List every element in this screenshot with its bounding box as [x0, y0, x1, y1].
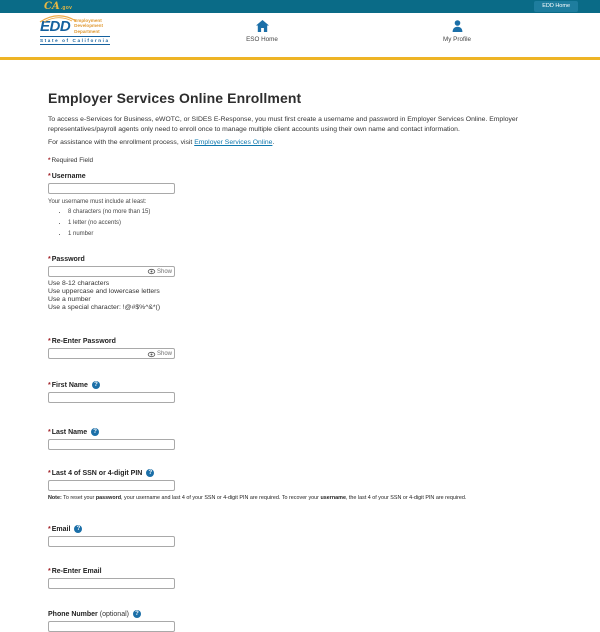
reenter-password-label: * Re-Enter Password [48, 338, 116, 346]
username-hint-list [48, 209, 552, 237]
password-hint: Use a special character: !@#$%^&*() [48, 304, 161, 312]
eye-icon [148, 269, 155, 274]
password-hint: Use 8-12 characters [48, 279, 110, 287]
edd-logo-dept: Employment Development Department [74, 18, 104, 34]
reenter-email-group [48, 568, 552, 589]
ssn-pin-help-icon[interactable]: ? [146, 469, 154, 477]
email-help-icon[interactable]: ? [74, 525, 82, 533]
ssn-pin-input[interactable] [48, 480, 175, 491]
last-name-input[interactable] [48, 439, 175, 450]
nav-eso-home-label: ESO Home [246, 36, 278, 43]
password-field-wrap [48, 266, 175, 277]
password-group [48, 256, 552, 313]
edd-home-link[interactable]: EDD Home [534, 1, 578, 12]
username-hint-item: • 8 characters (no more than 15) [68, 209, 552, 215]
edd-logo-state: State of California [40, 38, 110, 44]
person-icon [422, 19, 492, 33]
last-name-help-icon[interactable]: ? [91, 428, 99, 436]
required-field-note: *Required Field [48, 156, 94, 164]
last-name-group [48, 428, 552, 450]
password-show-toggle[interactable]: Show [146, 268, 172, 276]
password-hint: Use uppercase and lowercase letters [48, 287, 160, 295]
reenter-password-show-toggle[interactable]: Show [146, 350, 172, 358]
username-group [48, 173, 552, 237]
last-name-label: * Last Name ? [48, 428, 552, 436]
edd-logo[interactable] [40, 18, 110, 45]
edd-swoosh-icon [38, 15, 78, 23]
ssn-pin-label: * Last 4 of SSN or 4-digit PIN ? [48, 469, 552, 477]
assistance-paragraph [48, 138, 552, 148]
username-hint-item: • 1 number [68, 231, 552, 237]
first-name-label: * First Name ? [48, 381, 552, 389]
eye-icon [148, 352, 155, 357]
reenter-password-field-wrap [48, 348, 175, 359]
edd-logo-top [40, 18, 110, 34]
username-hint-item: • 1 letter (no accents) [68, 220, 552, 226]
reenter-password-group [48, 338, 552, 359]
ca-gov-logo-gov: .gov [60, 5, 73, 11]
email-label: * Email ? [48, 525, 552, 533]
password-hint: Use a number [48, 295, 91, 303]
edd-logo-acronym: EDD [40, 19, 70, 34]
reenter-email-label: * Re-Enter Email [48, 568, 102, 576]
ssn-pin-note: Note: To reset your password, your username and last 4 of your SSN or 4-digit PIN are required. To recover your username, the last 4 of your SSN or 4-digit PIN are required. [48, 495, 467, 502]
first-name-help-icon[interactable]: ? [92, 381, 100, 389]
employer-services-online-link[interactable]: Employer Services Online [194, 139, 273, 146]
email-group [48, 525, 552, 547]
nav-my-profile[interactable] [422, 19, 492, 43]
ssn-pin-group [48, 469, 552, 501]
first-name-input[interactable] [48, 392, 175, 403]
main-content [0, 60, 600, 632]
ca-gov-logo-ca: CA [44, 1, 60, 12]
site-header [0, 13, 600, 57]
password-label: * Password [48, 255, 85, 263]
password-hints [48, 280, 552, 313]
intro-paragraph: To access e-Services for Business, eWOTC, or SIDES E-Response, you must first create a username and password in Employer Services Online. Employer representatives/payroll agents only need to enroll once to manage multiple client accounts using their own name and contact information. [48, 116, 518, 133]
phone-input[interactable] [48, 621, 175, 632]
assistance-text-suffix: . [272, 139, 275, 146]
top-utility-bar [0, 0, 600, 13]
username-input[interactable] [48, 183, 175, 194]
reenter-email-input[interactable] [48, 578, 175, 589]
phone-help-icon[interactable]: ? [133, 610, 141, 618]
email-input[interactable] [48, 536, 175, 547]
page-title: Employer Services Online Enrollment [48, 90, 302, 106]
ca-gov-logo[interactable] [44, 0, 72, 13]
assistance-text-prefix: For assistance with the enrollment process, visit [48, 139, 195, 146]
nav-eso-home[interactable] [227, 19, 297, 43]
nav-my-profile-label: My Profile [443, 36, 471, 43]
first-name-group [48, 381, 552, 403]
phone-group [48, 610, 552, 632]
username-label: * Username [48, 172, 86, 180]
home-icon [227, 19, 297, 33]
phone-label: Phone Number (optional) ? [48, 610, 552, 618]
username-hint-title: Your username must include at least: [48, 198, 147, 205]
